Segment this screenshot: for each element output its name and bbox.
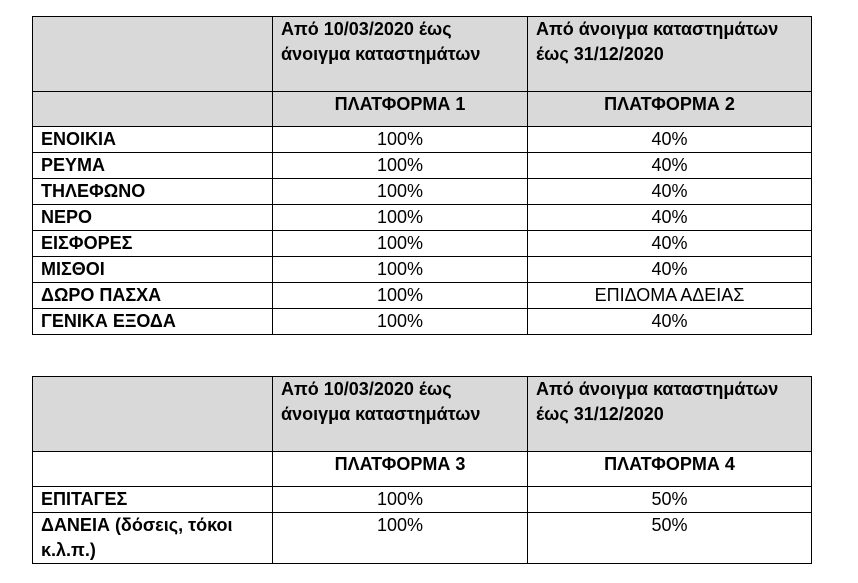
platform-3-label: ΠΛΑΤΦΟΡΜΑ 3 xyxy=(273,452,528,487)
platform-corner-cell xyxy=(33,92,273,127)
table-row xyxy=(33,257,812,283)
row-value-2: 40% xyxy=(528,309,812,335)
row-label: ΡΕΥΜΑ xyxy=(33,153,273,179)
row-label: ΕΠΙΤΑΓΕΣ xyxy=(33,487,273,513)
row-value-1: 100% xyxy=(273,153,528,179)
table-row xyxy=(33,153,812,179)
header-corner-cell xyxy=(33,17,273,92)
table-row xyxy=(33,513,812,564)
allocation-table-2 xyxy=(32,376,812,564)
row-value-1: 100% xyxy=(273,309,528,335)
row-value-2: 40% xyxy=(528,153,812,179)
row-value-1: 100% xyxy=(273,127,528,153)
platform-corner-cell xyxy=(33,452,273,487)
table-row xyxy=(33,179,812,205)
row-value-2: 40% xyxy=(528,179,812,205)
row-value-2: 40% xyxy=(528,257,812,283)
header-period-2: Από άνοιγμα καταστημάτων έως 31/12/2020 xyxy=(528,17,812,92)
row-value-2: 40% xyxy=(528,231,812,257)
row-label: ΜΙΣΘΟΙ xyxy=(33,257,273,283)
table-row xyxy=(33,309,812,335)
platform-4-label: ΠΛΑΤΦΟΡΜΑ 4 xyxy=(528,452,812,487)
allocation-table-1 xyxy=(32,16,812,335)
row-label: ΝΕΡΟ xyxy=(33,205,273,231)
row-value-1: 100% xyxy=(273,487,528,513)
row-value-1: 100% xyxy=(273,231,528,257)
header-row xyxy=(33,17,812,92)
header-corner-cell xyxy=(33,377,273,452)
row-value-1: 100% xyxy=(273,257,528,283)
row-label: ΕΝΟΙΚΙΑ xyxy=(33,127,273,153)
row-value-2: 40% xyxy=(528,127,812,153)
row-label: ΤΗΛΕΦΩΝΟ xyxy=(33,179,273,205)
table-row xyxy=(33,487,812,513)
row-label: ΕΙΣΦΟΡΕΣ xyxy=(33,231,273,257)
row-label: ΔΑΝΕΙΑ (δόσεις, τόκοι κ.λ.π.) xyxy=(33,513,273,564)
row-value-2: ΕΠΙΔΟΜΑ ΑΔΕΙΑΣ xyxy=(528,283,812,309)
row-value-1: 100% xyxy=(273,513,528,564)
table-row xyxy=(33,231,812,257)
platform-2-label: ΠΛΑΤΦΟΡΜΑ 2 xyxy=(528,92,812,127)
table-row xyxy=(33,205,812,231)
row-value-1: 100% xyxy=(273,179,528,205)
platform-row xyxy=(33,452,812,487)
row-value-2: 40% xyxy=(528,205,812,231)
platform-1-label: ΠΛΑΤΦΟΡΜΑ 1 xyxy=(273,92,528,127)
row-value-1: 100% xyxy=(273,283,528,309)
platform-row xyxy=(33,92,812,127)
row-value-2: 50% xyxy=(528,487,812,513)
header-period-1: Από 10/03/2020 έως άνοιγμα καταστημάτων xyxy=(273,17,528,92)
row-value-2: 50% xyxy=(528,513,812,564)
header-period-1: Από 10/03/2020 έως άνοιγμα καταστημάτων xyxy=(273,377,528,452)
row-value-1: 100% xyxy=(273,205,528,231)
table-row xyxy=(33,127,812,153)
table-row xyxy=(33,283,812,309)
header-period-2: Από άνοιγμα καταστημάτων έως 31/12/2020 xyxy=(528,377,812,452)
row-label: ΔΩΡΟ ΠΑΣΧΑ xyxy=(33,283,273,309)
header-row xyxy=(33,377,812,452)
row-label: ΓΕΝΙΚΑ ΕΞΟΔΑ xyxy=(33,309,273,335)
